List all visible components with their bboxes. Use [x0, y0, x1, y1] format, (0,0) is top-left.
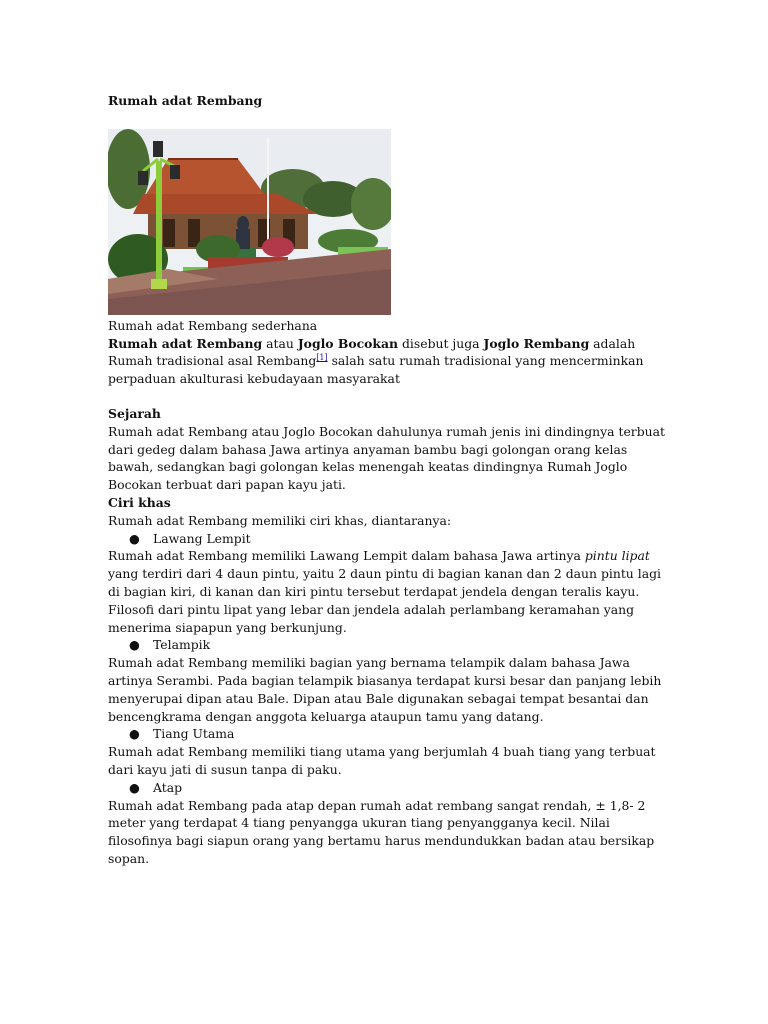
reference-link[interactable]: [1] — [316, 353, 328, 363]
intro-text-1: atau — [262, 335, 298, 351]
lawang-text-a: Rumah adat Rembang memiliki Lawang Lempit dalam bahasa Jawa artinya — [108, 548, 585, 564]
bullet-icon: ● — [129, 637, 140, 653]
intro-paragraph — [108, 335, 668, 388]
page-title: Rumah adat Rembang — [108, 93, 263, 108]
ciri-intro: Rumah adat Rembang memiliki ciri khas, diantaranya: — [108, 512, 452, 528]
intro-text-3: adalah Rumah tradisional asal Rembang — [108, 335, 636, 369]
sejarah-body: Rumah adat Rembang atau Joglo Bocokan dahulunya rumah jenis ini dindingnya terbuat dari gedeg dalam bahasa Jawa artinya anyaman bambu bagi golongan orang kelas bawah, sedangkan bagi golongan kelas menengah keatas dindingnya Rumah Joglo Bocokan terbuat dari papan kayu jati. — [108, 423, 665, 493]
intro-text-2: disebut juga — [398, 335, 484, 351]
atap-body: Rumah adat Rembang pada atap depan rumah adat rembang sangat rendah, ± 1,8- 2 meter yang terdapat 4 tiang penyangga ukuran tiang penyangganya kecil. Nilai filosofinya bagi siapun orang yang bertamu harus mendundukkan badan atau bersikap sopan. — [108, 797, 655, 866]
bullet-item-lawang-lempit — [108, 530, 668, 548]
document-page — [108, 92, 668, 868]
bullet-label: Atap — [153, 779, 183, 795]
bullet-label: Lawang Lempit — [153, 530, 251, 546]
sejarah-heading-text: Sejarah — [108, 405, 161, 421]
bullet-icon: ● — [129, 726, 140, 742]
intro-bold-joglo-rembang: Joglo Rembang — [483, 335, 590, 351]
lawang-text-b: yang terdiri dari 4 daun pintu, yaitu 2 daun pintu di bagian kanan dan 2 daun pintu lagi di bagian kiri, di kanan dan kiri pintu tersebut terdapat jendela dengan teralis kayu. Filosofi dari pintu lipat yang lebar dan jendela adalah perlambang keramahan yang menerima siapapun yang berkunjung. — [108, 566, 661, 635]
bullet-item-tiang-utama — [108, 725, 668, 743]
bullet-item-atap — [108, 779, 668, 797]
telampik-body: Rumah adat Rembang memiliki bagian yang bernama telampik dalam bahasa Jawa artinya Serambi. Pada bagian telampik biasanya terdapat kursi besar dan panjang lebih menyerupai dipan atau Bale. Dipan atau Bale digunakan sebagai tempat besantai dan bencengkrama dengan anggota keluarga ataupun tamu yang datang. — [108, 655, 662, 724]
house-photo — [108, 129, 391, 315]
ciri-heading — [108, 494, 668, 512]
intro-text-4: salah satu rumah tradisional yang mencerminkan perpaduan akulturasi kebudayaan masyarakat — [108, 353, 644, 387]
bullet-label: Telampik — [153, 637, 211, 653]
tiang-utama-body: Rumah adat Rembang memiliki tiang utama yang berjumlah 4 buah tiang yang terbuat dari kayu jati di susun tanpa di paku. — [108, 744, 656, 777]
bullet-item-telampik — [108, 636, 668, 654]
bullet-icon: ● — [129, 530, 140, 546]
bullet-label: Tiang Utama — [153, 726, 235, 742]
intro-bold-joglo-bocokan: Joglo Bocokan — [297, 335, 399, 351]
ciri-heading-text: Ciri khas — [108, 494, 171, 510]
bullet-icon: ● — [129, 779, 140, 795]
intro-bold-rumah: Rumah adat Rembang — [108, 335, 263, 351]
lawang-lempit-body — [108, 547, 668, 636]
image-caption: Rumah adat Rembang sederhana — [108, 317, 318, 333]
lawang-italic: pintu lipat — [584, 548, 650, 564]
sejarah-heading — [108, 405, 668, 423]
